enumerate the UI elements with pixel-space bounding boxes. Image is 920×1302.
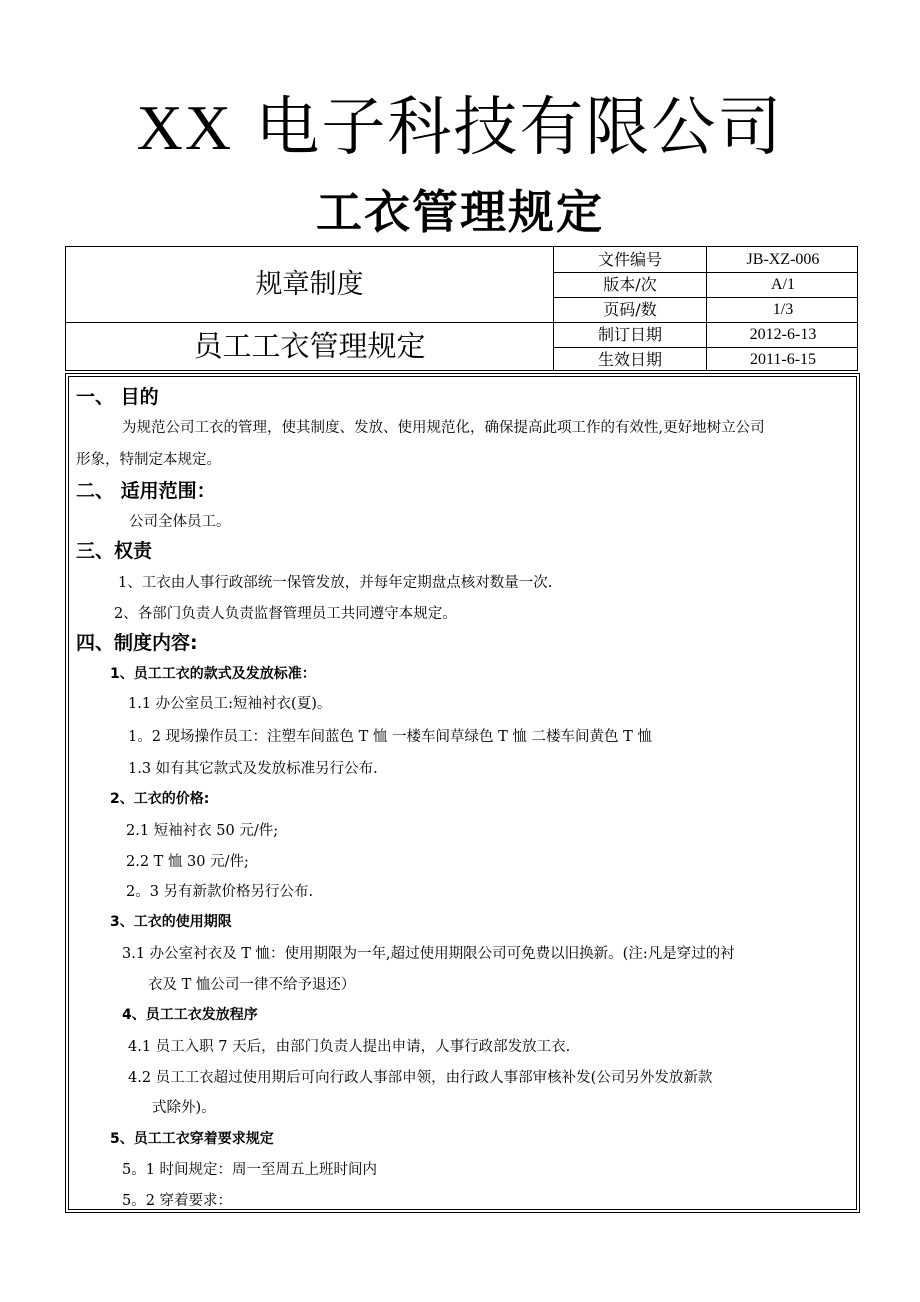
company-name <box>0 88 920 168</box>
subsection-title: 1、员工工衣的款式及发放标准： <box>110 666 316 682</box>
page-label: 页码/数 <box>603 300 657 319</box>
effective-date-label: 生效日期 <box>597 350 662 369</box>
paragraph: 5。2 穿着要求： <box>122 1193 233 1209</box>
doc-name-cell: 员工工衣管理规定 <box>193 329 426 363</box>
company-name-latin: XX <box>136 92 234 163</box>
version-label: 版本/次 <box>603 275 657 294</box>
paragraph: 2.1 短袖衬衣 50 元/件; <box>126 823 279 839</box>
doc-number-label: 文件编号 <box>597 250 662 269</box>
paragraph: 2。3 另有新款价格另行公布. <box>126 884 314 900</box>
paragraph: 2.2 T 恤 30 元/件; <box>126 854 249 870</box>
subsection-title: 3、工衣的使用期限 <box>110 914 232 930</box>
paragraph: 形象，特制定本规定。 <box>76 452 221 468</box>
section-1-title: 一、 目的 <box>76 386 159 408</box>
paragraph: 4.1 员工入职 7 天后，由部门负责人提出申请，人事行政部发放工衣. <box>128 1039 571 1055</box>
company-name-cjk: 电子科技有限公司 <box>255 91 784 165</box>
document-info-table <box>65 246 858 371</box>
paragraph: 5。1 时间规定：周一至周五上班时间内 <box>122 1162 378 1178</box>
paragraph: 为规范公司工衣的管理，使其制度、发放、使用规范化，确保提高此项工作的有效性,更好地树立公司 <box>122 420 765 436</box>
subsection-title: 5、员工工衣穿着要求规定 <box>110 1131 274 1147</box>
paragraph: 1。2 现场操作员工：注塑车间蓝色 T 恤 一楼车间草绿色 T 恤 二楼车间黄色 T 恤 <box>128 729 652 745</box>
paragraph: 3.1 办公室衬衣及 T 恤：使用期限为一年,超过使用期限公司可免费以旧换新。(注:凡是穿过的衬 <box>122 946 735 962</box>
paragraph: 衣及 T 恤公司一律不给予退还） <box>148 977 356 993</box>
paragraph: 1.1 办公室员工:短袖衬衣(夏)。 <box>128 696 332 712</box>
created-date-value: 2012-6-13 <box>749 326 817 343</box>
category-cell: 规章制度 <box>255 269 364 300</box>
paragraph: 2、各部门负责人负责监督管理员工共同遵守本规定。 <box>114 606 457 622</box>
effective-date-value: 2011-6-15 <box>749 351 817 368</box>
doc-number-value: JB-XZ-006 <box>746 251 820 268</box>
created-date-label: 制订日期 <box>597 325 662 344</box>
paragraph: 公司全体员工。 <box>129 514 231 530</box>
section-4-title: 四、制度内容: <box>76 632 198 654</box>
paragraph: 式除外)。 <box>152 1100 216 1116</box>
paragraph: 1、工衣由人事行政部统一保管发放，并每年定期盘点核对数量一次. <box>118 575 553 591</box>
version-value: A/1 <box>771 276 795 293</box>
section-3-title: 三、权责 <box>76 540 153 562</box>
section-2-title: 二、 适用范围： <box>76 480 216 502</box>
paragraph: 1.3 如有其它款式及发放标准另行公布. <box>128 761 378 777</box>
subsection-title: 4、员工工衣发放程序 <box>122 1007 258 1023</box>
document-title: 工衣管理规定 <box>316 185 604 239</box>
subsection-title: 2、工衣的价格: <box>110 791 210 807</box>
page-value: 1/3 <box>772 301 794 318</box>
paragraph: 4.2 员工工衣超过使用期后可向行政人事部申领，由行政人事部审核补发(公司另外发放新款 <box>128 1070 713 1086</box>
